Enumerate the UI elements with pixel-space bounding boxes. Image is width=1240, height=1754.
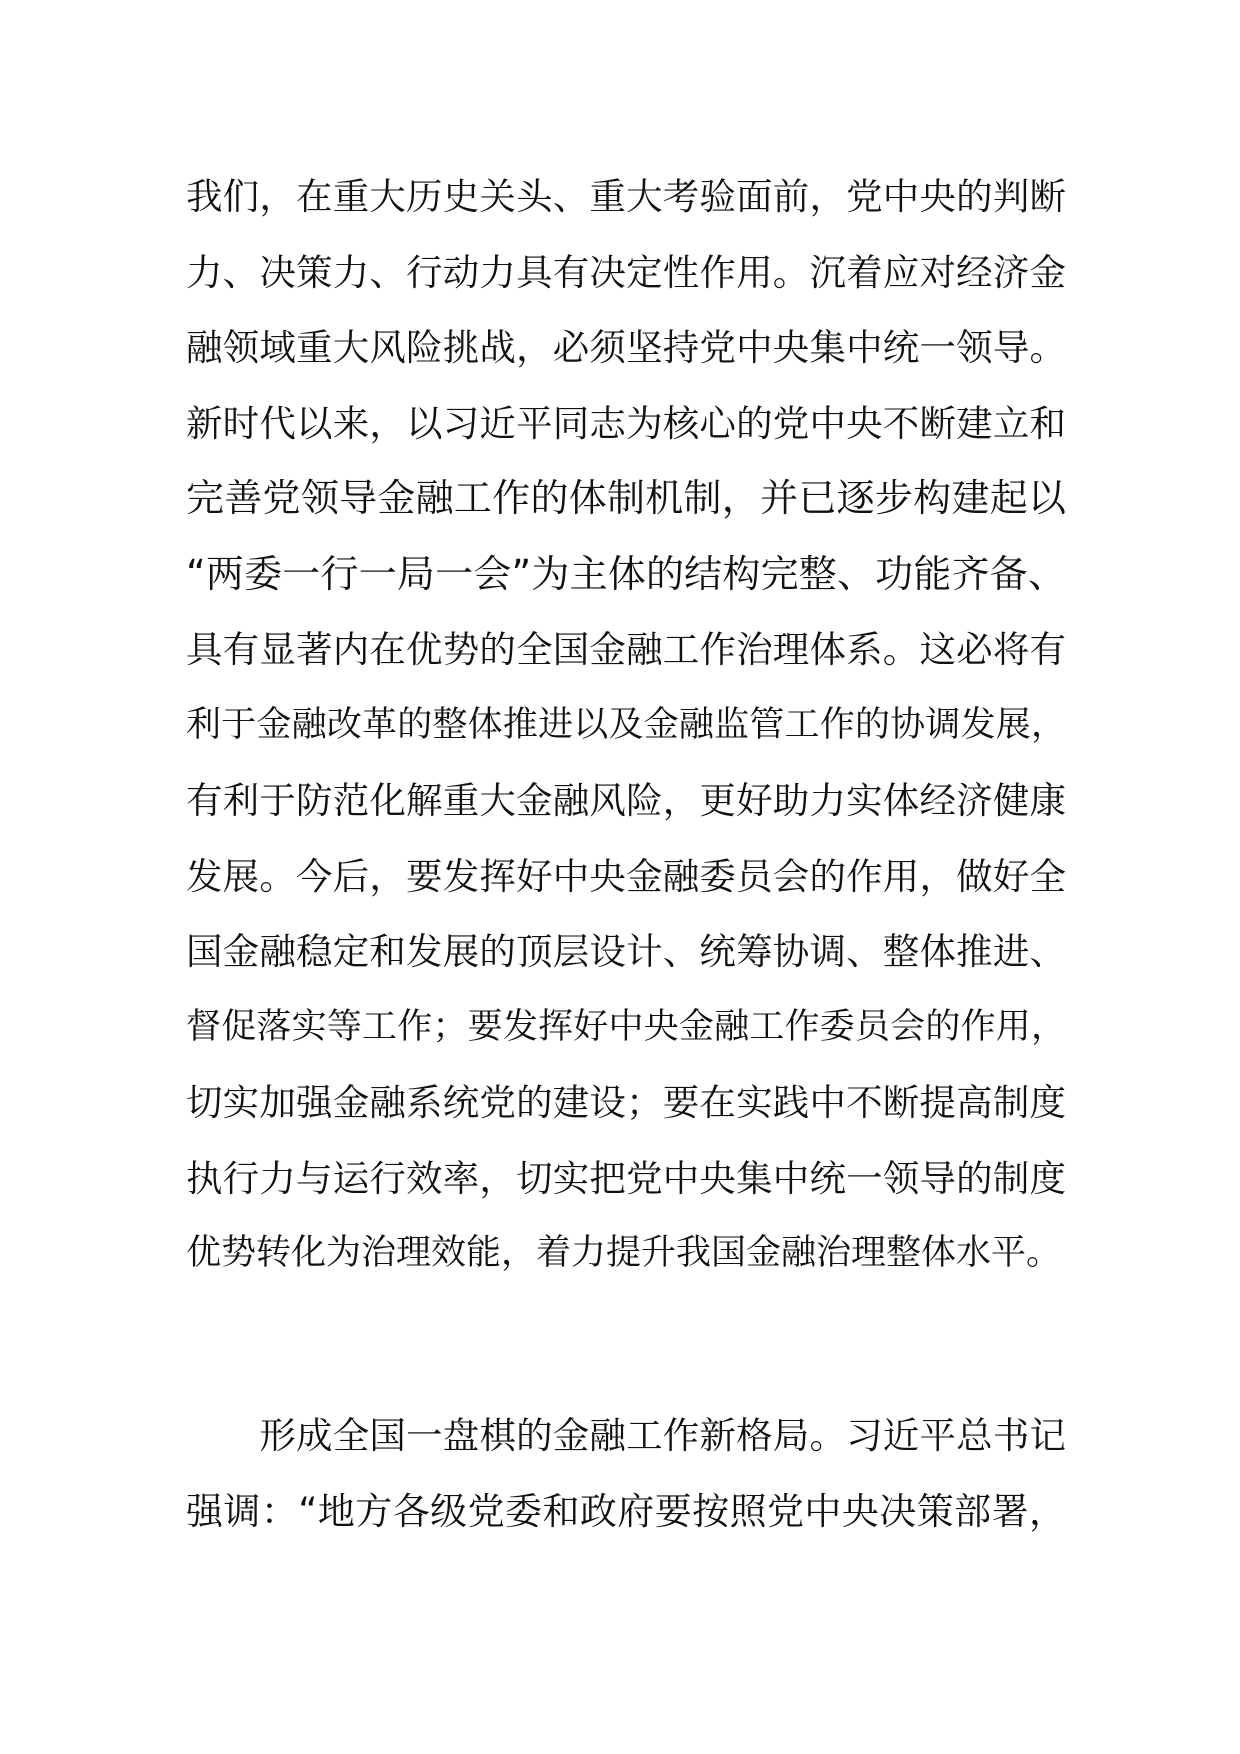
paragraph-1 — [186, 159, 1066, 1292]
text-line: 形成全国一盘棋的金融工作新格局。习近平总书记 — [186, 1414, 1066, 1457]
text-line: 利于金融改革的整体推进以及金融监管工作的协调发展， — [186, 704, 1066, 745]
text-line: 有利于防范化解重大金融风险，更好助力实体经济健康 — [186, 779, 1066, 822]
text-line: 我们，在重大历史关头、重大考验面前，党中央的判断 — [186, 175, 1066, 218]
text-line: 具有显著内在优势的全国金融工作治理体系。这必将有 — [186, 628, 1066, 671]
text-line: 完善党领导金融工作的体制机制，并已逐步构建起以 — [186, 476, 1066, 520]
text-line: 力、决策力、行动力具有决定性作用。沉着应对经济金 — [186, 250, 1066, 294]
text-line: 强调：“地方各级党委和政府要按照党中央决策部署， — [186, 1489, 1066, 1533]
text-line: 优势转化为治理效能，着力提升我国金融治理整体水平。 — [186, 1233, 1062, 1273]
text-line: “两委一行一局一会”为主体的结构完整、功能齐备、 — [186, 551, 1066, 596]
text-line: 切实加强金融系统党的建设；要在实践中不断提高制度 — [186, 1081, 1066, 1124]
text-line: 发展。今后，要发挥好中央金融委员会的作用，做好全 — [186, 854, 1066, 898]
text-line: 国金融稳定和发展的顶层设计、统筹协调、整体推进、 — [186, 930, 1066, 973]
text-line: 融领域重大风险挑战，必须坚持党中央集中统一领导。 — [186, 326, 1066, 369]
text-line: 督促落实等工作；要发挥好中央金融工作委员会的作用， — [186, 1006, 1066, 1047]
text-line: 新时代以来，以习近平同志为核心的党中央不断建立和 — [186, 401, 1066, 445]
paragraph-2 — [186, 1398, 1066, 1549]
text-line: 执行力与运行效率，切实把党中央集中统一领导的制度 — [186, 1156, 1066, 1200]
